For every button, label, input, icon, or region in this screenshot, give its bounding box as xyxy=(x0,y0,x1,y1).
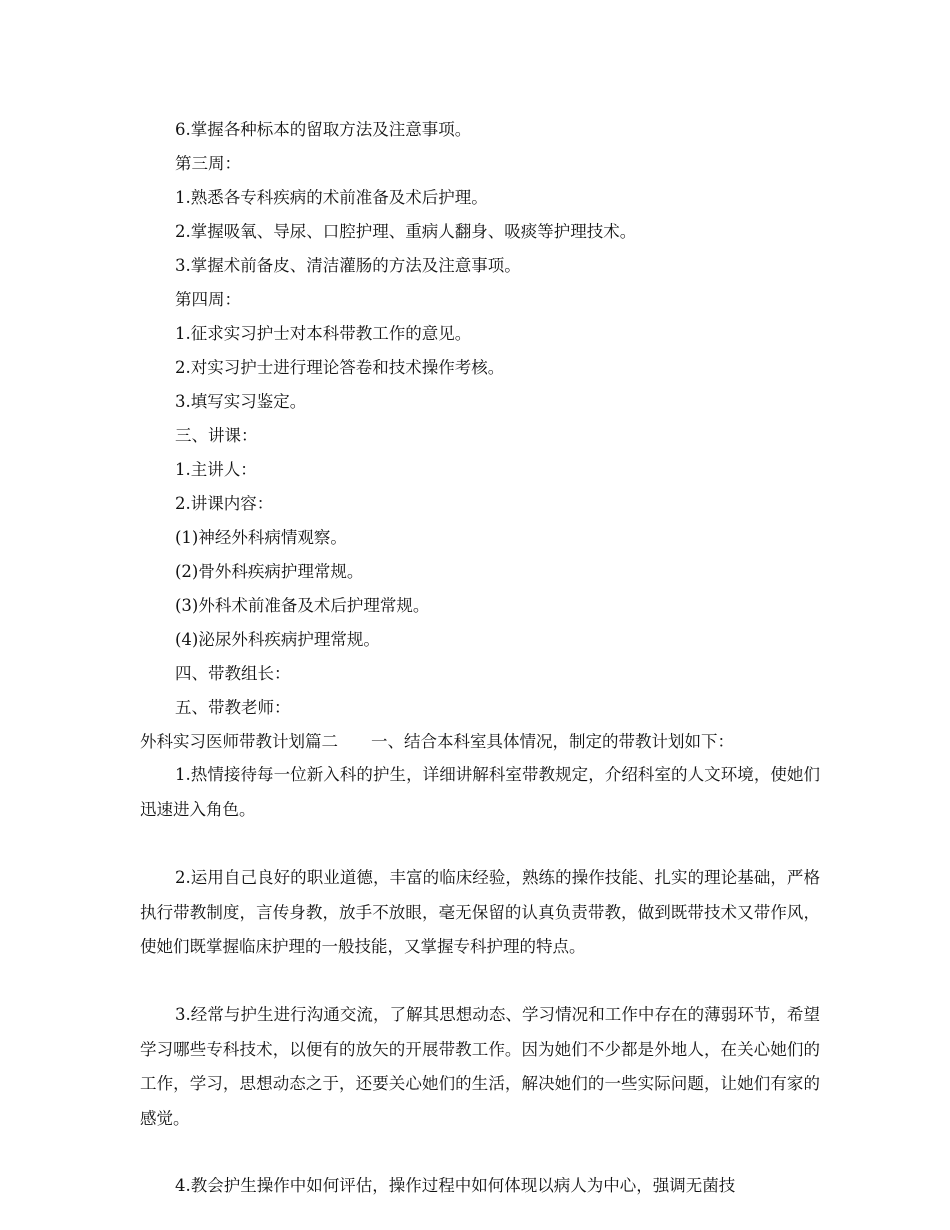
list-line: (3)外科术前准备及术后护理常规。 xyxy=(175,596,430,615)
list-line: 1.征求实习护士对本科带教工作的意见。 xyxy=(175,324,472,343)
list-line: (1)神经外科病情观察。 xyxy=(175,528,347,547)
list-line: 1.熟悉各专科疾病的术前准备及术后护理。 xyxy=(175,188,488,207)
list-line: 1.主讲人： xyxy=(175,460,257,479)
list-line: (2)骨外科疾病护理常规。 xyxy=(175,562,364,581)
paragraph: 1.热情接待每一位新入科的护生，详细讲解科室带教规定，介绍科室的人文环境，使她们迅速进入角色。 xyxy=(140,765,820,819)
list-line: 2.掌握吸氧、导尿、口腔护理、重病人翻身、吸痰等护理技术。 xyxy=(175,222,637,241)
list-line: 6.掌握各种标本的留取方法及注意事项。 xyxy=(175,120,472,139)
paragraph: 4.教会护生操作中如何评估，操作过程中如何体现以病人为中心，强调无菌技 xyxy=(175,1176,736,1195)
paragraph: 3.经常与护生进行沟通交流，了解其思想动态、学习情况和工作中存在的薄弱环节，希望学习哪些专科技术，以便有的放矢的开展带教工作。因为她们不少都是外地人，在关心她们的工作，学习，思想动态之于，还要关心她们的生活，解决她们的一些实际问题，让她们有家的感觉。 xyxy=(140,1005,820,1128)
list-line: 3.掌握术前备皮、清洁灌肠的方法及注意事项。 xyxy=(175,256,521,275)
section-heading: 四、带教组长： xyxy=(175,664,291,683)
week-heading: 第三周： xyxy=(175,154,241,173)
paragraph: 2.运用自己良好的职业道德，丰富的临床经验，熟练的操作技能、扎实的理论基础，严格执行带教制度，言传身教，放手不放眼，毫无保留的认真负责带教，做到既带技术又带作风，使她们既掌握临床护理的一般技能，又掌握专科护理的特点。 xyxy=(140,868,820,956)
list-line: 2.讲课内容： xyxy=(175,494,274,513)
list-line: 3.填写实习鉴定。 xyxy=(175,392,307,411)
list-line: 2.对实习护士进行理论答卷和技术操作考核。 xyxy=(175,358,505,377)
week-heading: 第四周： xyxy=(175,290,241,309)
article-heading: 外科实习医师带教计划篇二 一、结合本科室具体情况，制定的带教计划如下： xyxy=(140,732,734,751)
section-heading: 五、带教老师： xyxy=(175,698,291,717)
section-heading: 三、讲课： xyxy=(175,426,258,445)
list-line: (4)泌尿外科疾病护理常规。 xyxy=(175,630,380,649)
